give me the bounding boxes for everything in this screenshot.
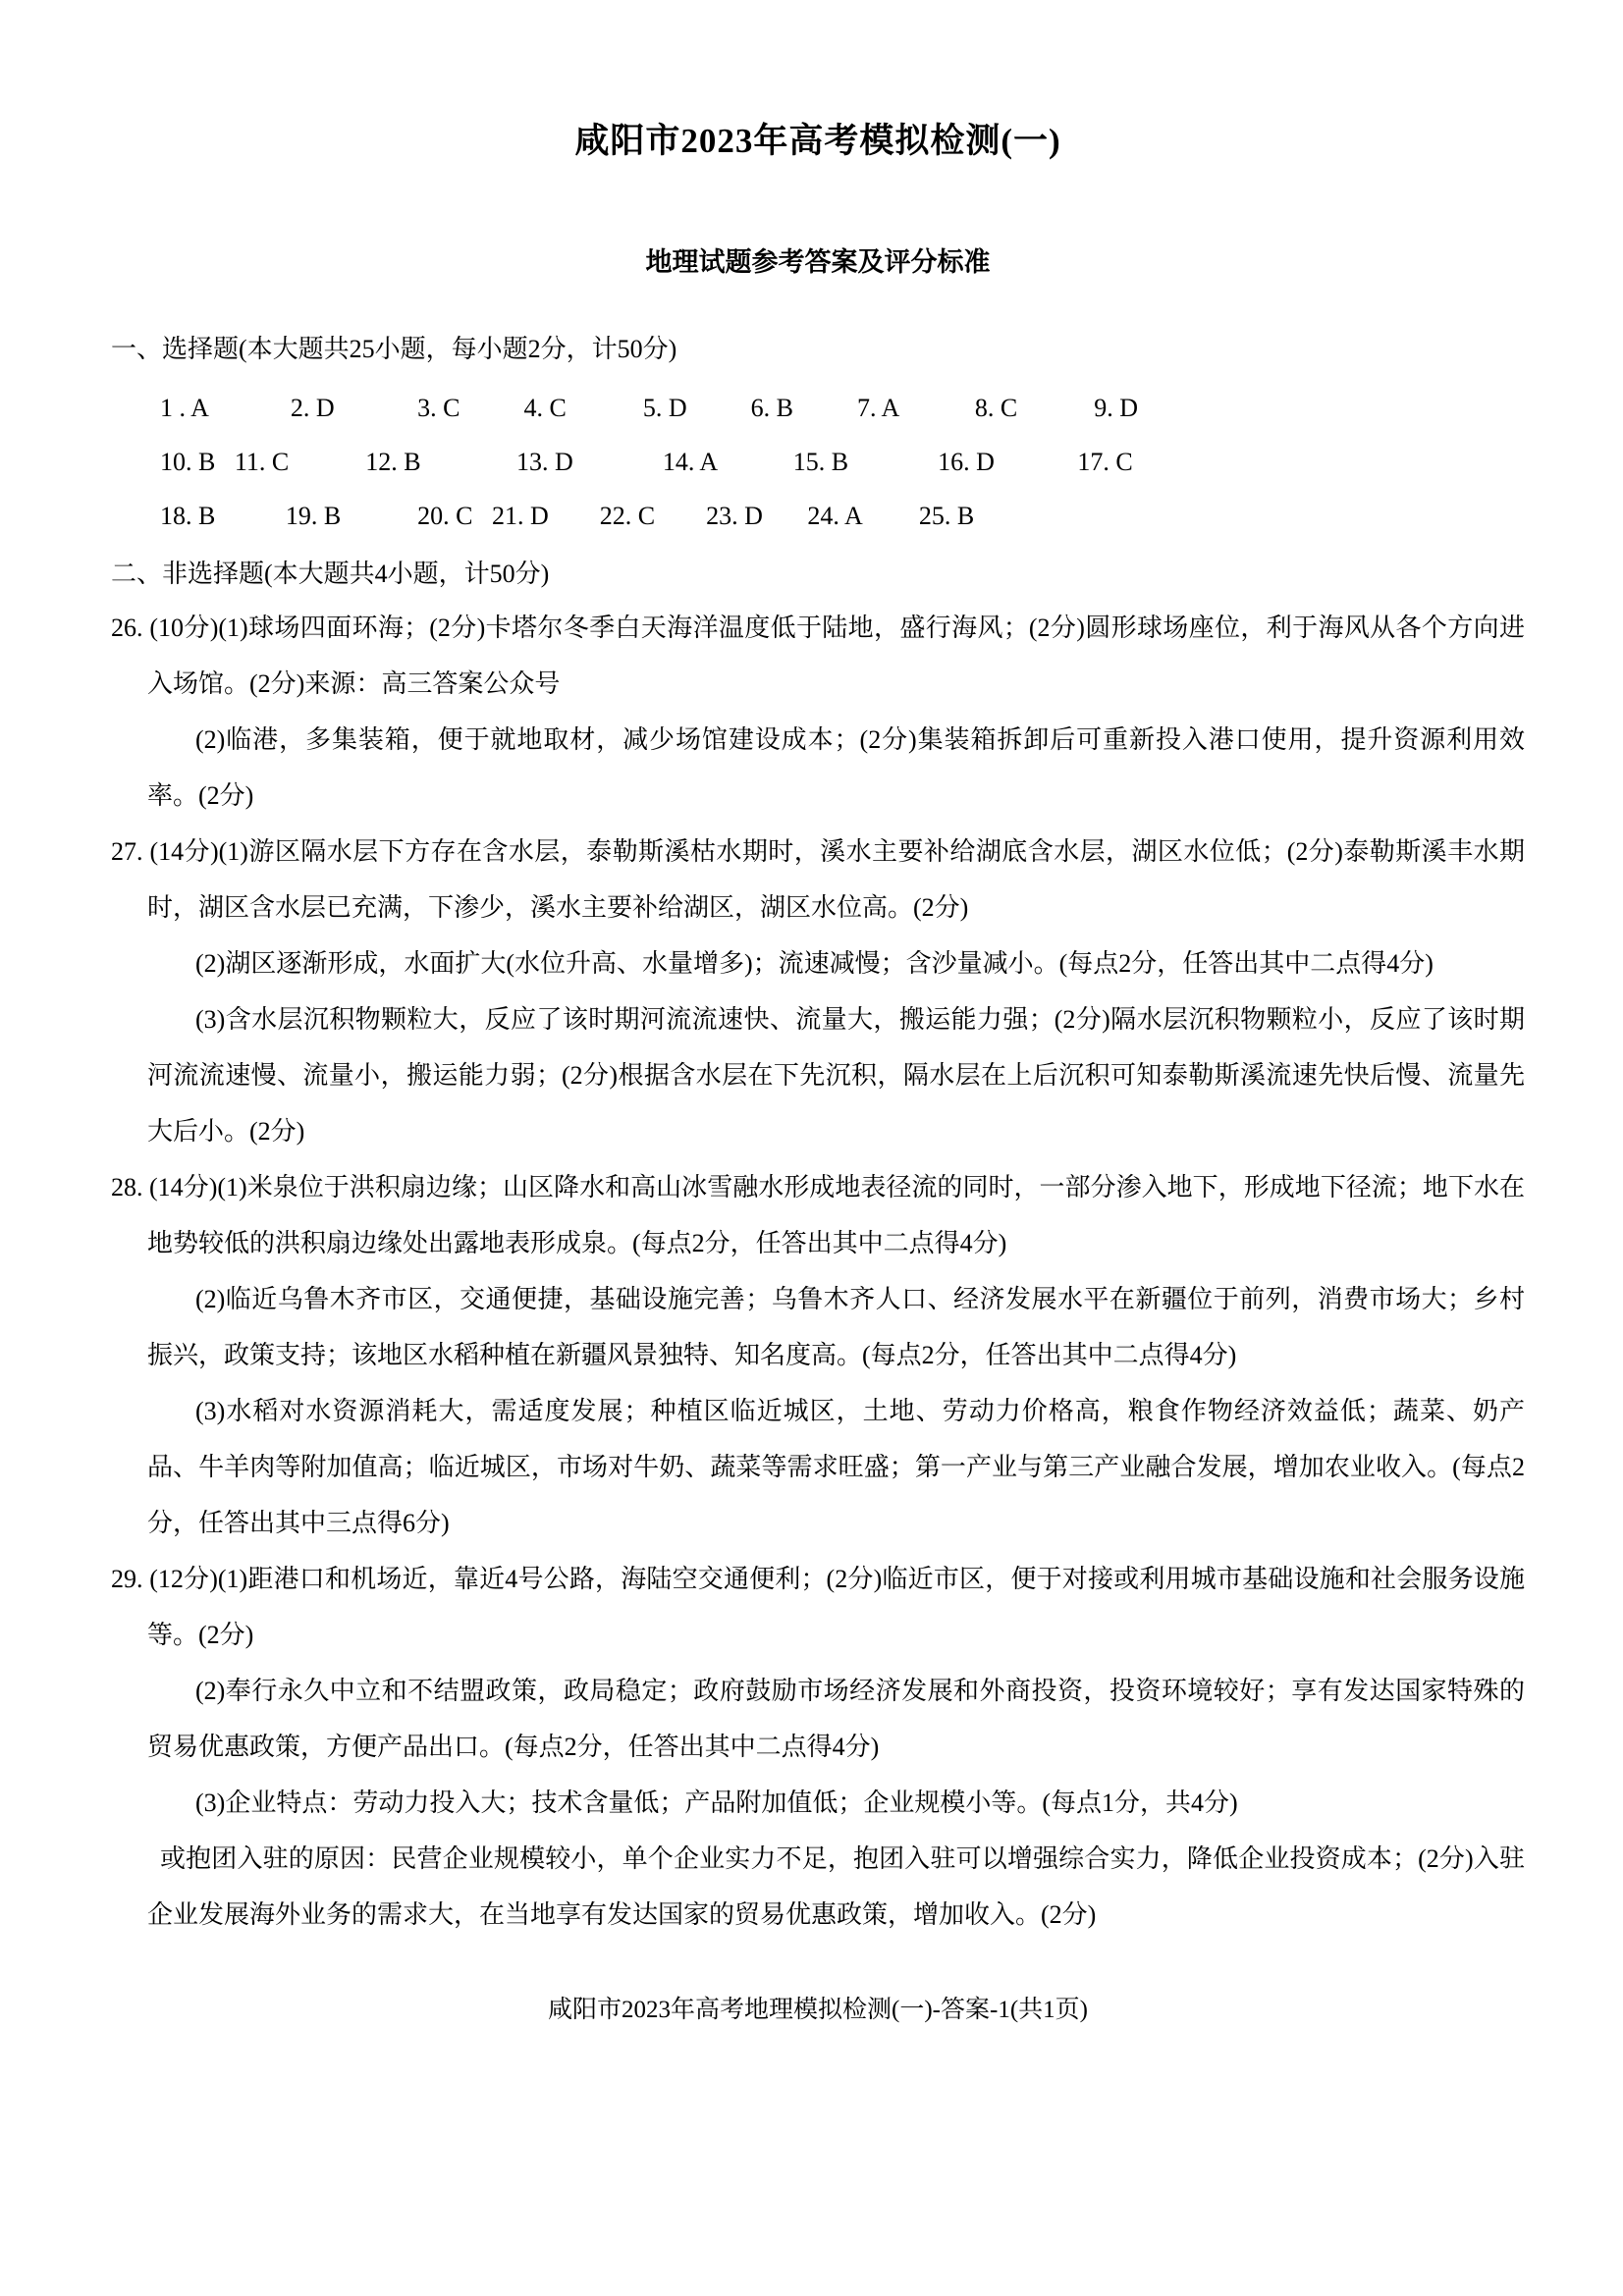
answer-paragraph-q28: (2)临近乌鲁木齐市区，交通便捷，基础设施完善；乌鲁木齐人口、经济发展水平在新疆位于前列，消费市场大；乡村振兴，政策支持；该地区水稻种植在新疆风景独特、知名度高。(每点2分，任答出其中二点得4分) xyxy=(147,1285,1525,1369)
answer-paragraph-q29: (2)奉行永久中立和不结盟政策，政局稳定；政府鼓励市场经济发展和外商投资，投资环境较好；享有发达国家特殊的贸易优惠政策，方便产品出口。(每点2分，任答出其中二点得4分) xyxy=(147,1677,1525,1761)
answer-paragraph-q29: (3)企业特点：劳动力投入大；技术含量低；产品附加值低；企业规模小等。(每点1分，共4分) xyxy=(195,1789,1238,1817)
choice-answers xyxy=(111,381,1525,543)
section1-heading: 一、选择题(本大题共25小题，每小题2分，计50分) xyxy=(111,335,677,363)
answer-paragraph-q26: 26. (10分)(1)球场四面环海；(2分)卡塔尔冬季白天海洋温度低于陆地，盛行海风；(2分)圆形球场座位，利于海风从各个方向进入场馆。(2分)来源：高三答案公众号 xyxy=(111,614,1525,698)
section2-heading: 二、非选择题(本大题共4小题，计50分) xyxy=(111,560,550,588)
page-title: 咸阳市2023年高考模拟检测(一) xyxy=(574,122,1061,160)
page-subtitle: 地理试题参考答案及评分标准 xyxy=(645,247,991,277)
answer-paragraph-q29: 29. (12分)(1)距港口和机场近，靠近4号公路，海陆空交通便利；(2分)临近市区，便于对接或利用城市基础设施和社会服务设施等。(2分) xyxy=(111,1565,1525,1649)
answer-paragraph-q29: 或抱团入驻的原因：民营企业规模较小，单个企业实力不足，抱团入驻可以增强综合实力，降低企业投资成本；(2分)入驻企业发展海外业务的需求大，在当地享有发达国家的贸易优惠政策，增加收入。(2分) xyxy=(147,1844,1525,1929)
questions-container xyxy=(111,600,1525,1943)
answer-paragraph-q27: (2)湖区逐渐形成，水面扩大(水位升高、水量增多)；流速减慢；含沙量减小。(每点2分，任答出其中二点得4分) xyxy=(195,949,1434,978)
answer-paragraph-q28: 28. (14分)(1)米泉位于洪积扇边缘；山区降水和高山冰雪融水形成地表径流的同时，一部分渗入地下，形成地下径流；地下水在地势较低的洪积扇边缘处出露地表形成泉。(每点2分，任答出其中二点得4分) xyxy=(111,1173,1525,1257)
choice-answer-row: 18. B 19. B 20. C 21. D 22. C 23. D 24. A 25. B xyxy=(160,502,975,530)
page-footer: 咸阳市2023年高考地理模拟检测(一)-答案-1(共1页) xyxy=(548,1997,1088,2023)
answer-paragraph-q27: 27. (14分)(1)游区隔水层下方存在含水层，泰勒斯溪枯水期时，溪水主要补给湖底含水层，湖区水位低；(2分)泰勒斯溪丰水期时，湖区含水层已充满，下渗少，溪水主要补给湖区，湖区水位高。(2分) xyxy=(111,837,1525,922)
choice-answer-row: 10. B 11. C 12. B 13. D 14. A 15. B 16. D 17. C xyxy=(160,448,1133,476)
answer-paragraph-q27: (3)含水层沉积物颗粒大，反应了该时期河流流速快、流量大，搬运能力强；(2分)隔水层沉积物颗粒小，反应了该时期河流流速慢、流量小，搬运能力弱；(2分)根据含水层在下先沉积，隔水层在上后沉积可知泰勒斯溪流速先快后慢、流量先大后小。(2分) xyxy=(147,1005,1525,1146)
answer-paragraph-q26: (2)临港，多集装箱，便于就地取材，减少场馆建设成本；(2分)集装箱拆卸后可重新投入港口使用，提升资源利用效率。(2分) xyxy=(147,725,1525,810)
choice-answer-row: 1 . A 2. D 3. C 4. C 5. D 6. B 7. A 8. C 9. D xyxy=(160,394,1139,422)
answer-paragraph-q28: (3)水稻对水资源消耗大，需适度发展；种植区临近城区，土地、劳动力价格高，粮食作物经济效益低；蔬菜、奶产品、牛羊肉等附加值高；临近城区，市场对牛奶、蔬菜等需求旺盛；第一产业与第三产业融合发展，增加农业收入。(每点2分，任答出其中三点得6分) xyxy=(147,1397,1525,1537)
